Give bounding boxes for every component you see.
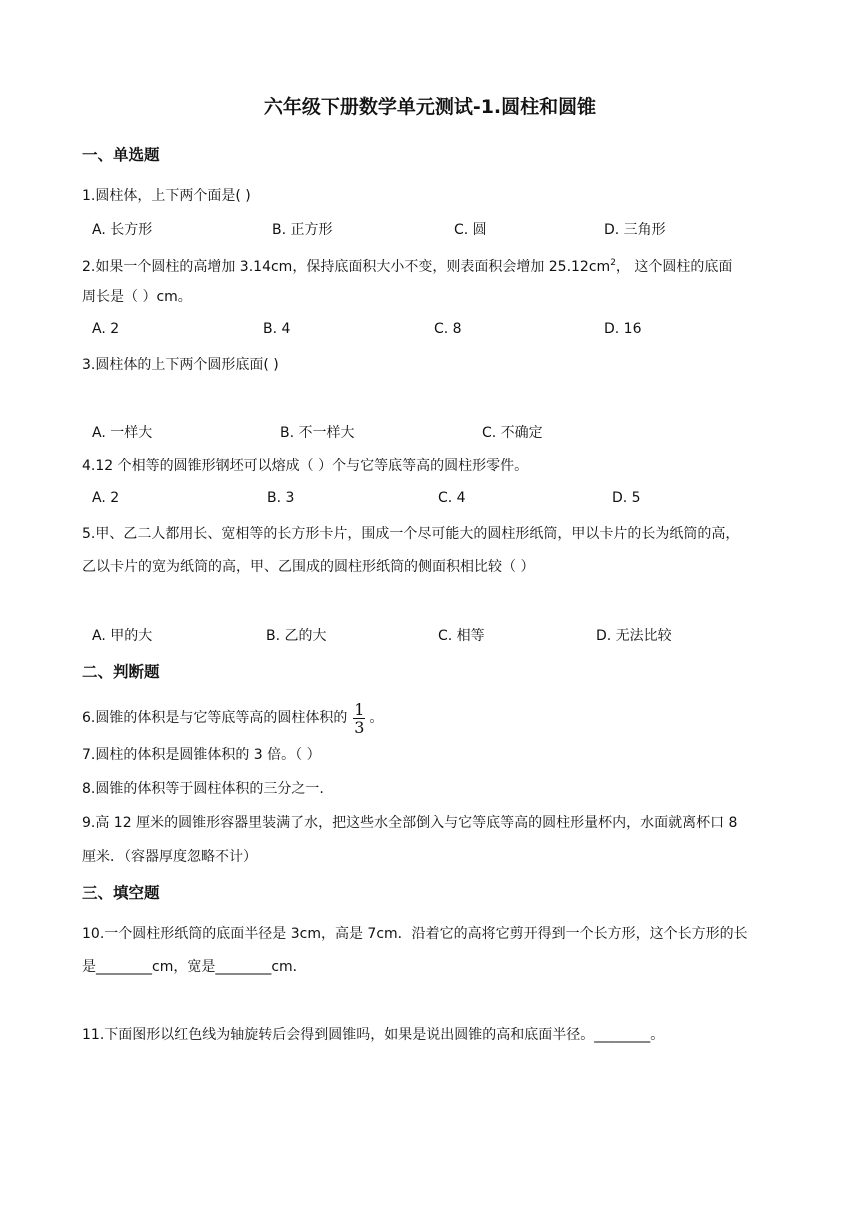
question-5-line-1: 5.甲、乙二人都用长、宽相等的长方形卡片，围成一个尽可能大的圆柱形纸筒，甲以卡片的长为纸筒的高， <box>82 526 740 542</box>
question-4: 4.12 个相等的圆锥形钢坯可以熔成（ ）个与它等底等高的圆柱形零件。 <box>82 458 529 474</box>
option-d[interactable]: D. 16 <box>604 321 642 337</box>
question-1-options <box>92 219 792 239</box>
option-b[interactable]: B. 乙的大 <box>266 628 327 644</box>
question-11: 11.下面图形以红色线为轴旋转后会得到圆锥吗，如果是说出圆锥的高和底面半径。________。 <box>82 1027 665 1043</box>
question-7: 7.圆柱的体积是圆锥体积的 3 倍。（ ） <box>82 747 321 763</box>
fraction-denominator: 3 <box>354 717 365 737</box>
section-heading-single-choice: 一、单选题 <box>82 146 160 164</box>
question-2-options <box>92 321 792 341</box>
question-2-text-b: ， 这个圆柱的底面 <box>615 259 733 275</box>
option-d[interactable]: D. 5 <box>612 490 641 506</box>
question-5-line-2: 乙以卡片的宽为纸筒的高，甲、乙围成的圆柱形纸筒的侧面积相比较（ ） <box>82 559 535 575</box>
question-8: 8.圆锥的体积等于圆柱体积的三分之一. <box>82 781 324 797</box>
option-c[interactable]: C. 相等 <box>438 628 485 644</box>
option-a[interactable]: A. 2 <box>92 490 120 506</box>
question-9-line-2: 厘米．（容器厚度忽略不计） <box>82 849 257 865</box>
superscript: 2 <box>610 258 616 268</box>
question-5-options <box>92 625 792 645</box>
section-heading-true-false: 二、判断题 <box>82 663 160 681</box>
fraction-one-third <box>353 699 365 737</box>
option-d[interactable]: D. 三角形 <box>604 222 666 238</box>
fraction-numerator: 1 <box>354 699 365 719</box>
question-2-line-2: 周长是（ ）cm。 <box>82 289 192 305</box>
section-heading-fill-blank: 三、填空题 <box>82 884 160 902</box>
option-a[interactable]: A. 甲的大 <box>92 628 153 644</box>
question-10-line-2: 是________cm，宽是________cm． <box>82 959 307 975</box>
option-c[interactable]: C. 8 <box>434 321 462 337</box>
question-6-text-a: 6.圆锥的体积是与它等底等高的圆柱体积的 <box>82 710 348 726</box>
option-b[interactable]: B. 正方形 <box>272 222 333 238</box>
question-2-text-a: 2.如果一个圆柱的高增加 3.14cm，保持底面积大小不变，则表面积会增加 25.12cm <box>82 259 611 275</box>
question-3: 3.圆柱体的上下两个圆形底面( ) <box>82 357 279 373</box>
option-c[interactable]: C. 圆 <box>454 222 487 238</box>
option-b[interactable]: B. 4 <box>263 321 291 337</box>
question-10-line-1: 10.一个圆柱形纸筒的底面半径是 3cm，高是 7cm．沿着它的高将它剪开得到一个长方形，这个长方形的长 <box>82 926 748 942</box>
question-4-options <box>92 490 792 510</box>
option-a[interactable]: A. 2 <box>92 321 120 337</box>
option-c[interactable]: C. 4 <box>438 490 466 506</box>
option-b[interactable]: B. 不一样大 <box>280 425 355 441</box>
option-c[interactable]: C. 不确定 <box>482 425 543 441</box>
page-title: 六年级下册数学单元测试-1.圆柱和圆锥 <box>263 96 597 118</box>
question-6 <box>82 701 383 735</box>
option-d[interactable]: D. 无法比较 <box>596 628 672 644</box>
question-1: 1.圆柱体，上下两个面是( ) <box>82 188 251 204</box>
option-a[interactable]: A. 长方形 <box>92 222 153 238</box>
option-b[interactable]: B. 3 <box>267 490 295 506</box>
question-6-text-b: 。 <box>369 710 384 726</box>
question-3-options <box>92 422 792 442</box>
option-a[interactable]: A. 一样大 <box>92 425 153 441</box>
question-2-line-1 <box>82 253 732 277</box>
question-9-line-1: 9.高 12 厘米的圆锥形容器里装满了水，把这些水全部倒入与它等底等高的圆柱形量杯内，水面就离杯口 8 <box>82 815 738 831</box>
